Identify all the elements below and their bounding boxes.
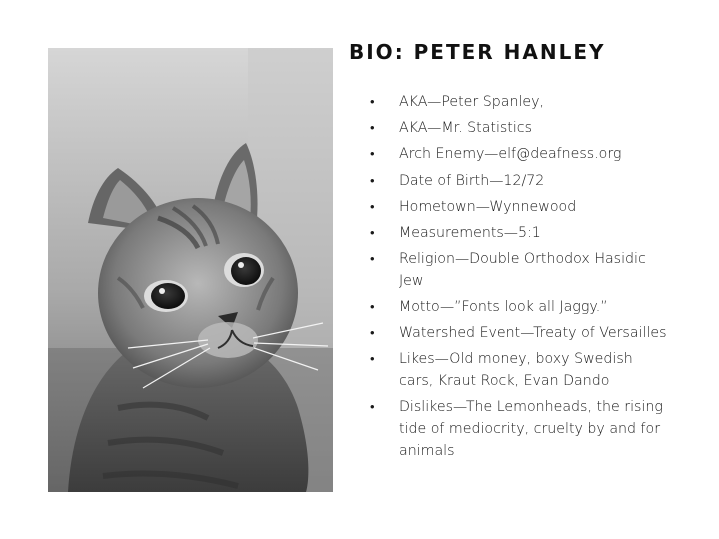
bio-item	[370, 92, 670, 114]
bio-item-text: Motto—”Fonts look all Jaggy.”	[399, 299, 608, 316]
bullet-icon: •	[370, 326, 375, 342]
bullet-icon: •	[370, 95, 375, 110]
bio-item	[370, 223, 670, 245]
bio-item	[370, 118, 670, 140]
bullet-icon: •	[370, 300, 375, 316]
bullet-icon: •	[370, 225, 375, 241]
bullet-icon: •	[370, 252, 375, 268]
bio-item-text: Dislikes—The Lemonheads, the rising tide of mediocrity, cruelty by and for animals	[399, 399, 663, 460]
bio-item-text: Arch Enemy—elf@deafness.org	[399, 146, 622, 163]
bullet-icon: •	[370, 147, 375, 163]
bio-item-text: Religion—Double Orthodox Hasidic Jew	[399, 251, 646, 289]
bio-item	[370, 323, 670, 345]
bio-item-text: Likes—Old money, boxy Swedish cars, Kraut Rock, Evan Dando	[399, 351, 633, 390]
bullet-icon: •	[370, 199, 375, 215]
page-title: BIO: PETER HANLEY	[349, 40, 606, 64]
bio-item	[370, 197, 670, 219]
bullet-icon: •	[370, 121, 375, 137]
bio-item-text: Hometown—Wynnewood	[399, 198, 577, 215]
bio-item-text: Watershed Event—Treaty of Versailles	[399, 325, 667, 342]
bio-item-text: AKA—Mr. Statistics	[399, 120, 532, 137]
bio-item	[370, 249, 670, 293]
bio-item-text: AKA—Peter Spanley,	[399, 94, 545, 110]
bio-item-text: Date of Birth—12/72	[399, 172, 545, 189]
bio-item	[370, 297, 670, 319]
bio-item-text: Measurements—5:1	[399, 224, 541, 241]
bio-item	[370, 397, 670, 462]
bullet-icon: •	[370, 400, 375, 416]
bio-item	[370, 144, 670, 166]
bio-item	[370, 171, 670, 193]
bio-item	[370, 349, 670, 393]
bullet-icon: •	[370, 173, 375, 189]
bio-list	[370, 92, 670, 467]
cat-photo	[48, 48, 333, 492]
bullet-icon: •	[370, 352, 375, 368]
